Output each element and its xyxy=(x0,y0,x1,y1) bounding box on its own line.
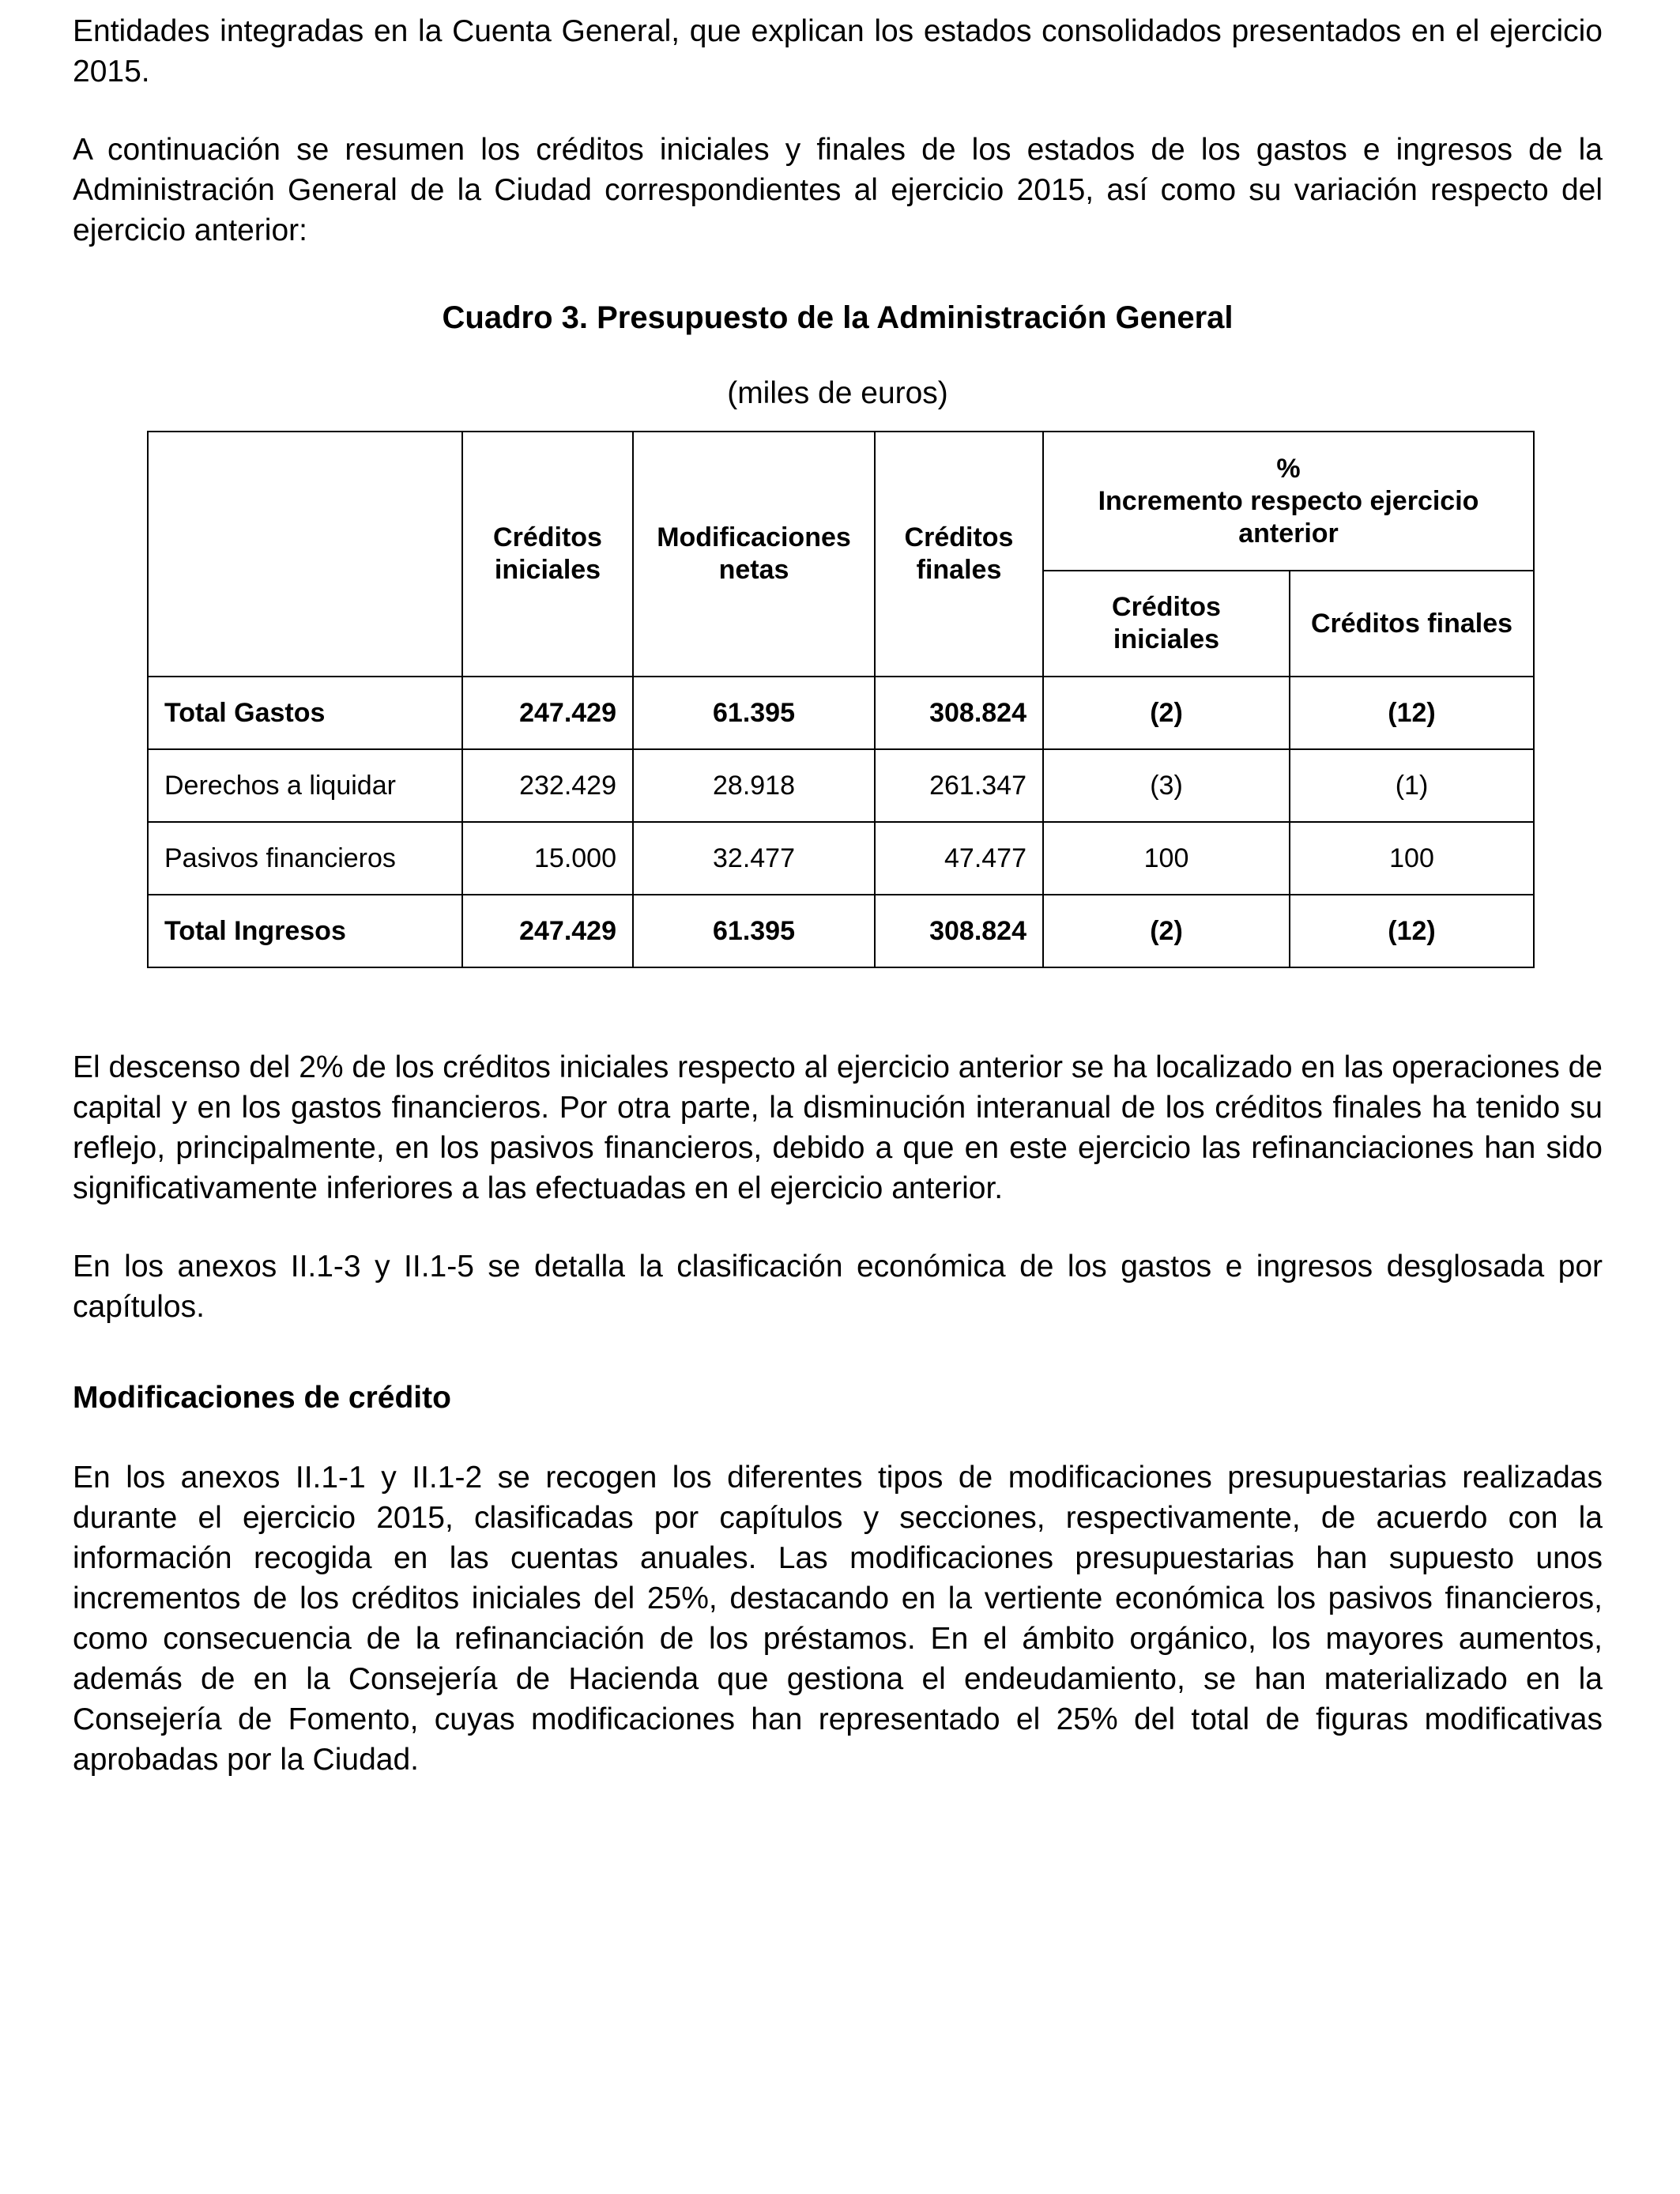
header-pct-label: Incremento respecto ejercicio anterior xyxy=(1098,485,1479,548)
row-label: Pasivos financieros xyxy=(148,822,462,895)
cell-modificaciones-netas: 32.477 xyxy=(633,822,875,895)
cell-creditos-iniciales: 247.429 xyxy=(462,895,633,967)
header-modificaciones-netas: Modificaciones netas xyxy=(633,432,875,677)
document-page xyxy=(73,11,1603,1780)
header-pct-incremento xyxy=(1043,432,1534,571)
paragraph-resumen-creditos: A continuación se resumen los créditos iniciales y finales de los estados de los gastos e ingresos de la Administración General de la Ciudad correspondientes al ejercicio 2015, así como su variación respecto del ejercicio anterior: xyxy=(73,133,1603,247)
cell-pct-finales: (12) xyxy=(1290,895,1534,967)
budget-table xyxy=(147,431,1535,968)
cell-modificaciones-netas: 28.918 xyxy=(633,749,875,822)
header-creditos-iniciales: Créditos iniciales xyxy=(462,432,633,677)
table-row xyxy=(148,677,1534,749)
cell-creditos-finales: 47.477 xyxy=(875,822,1043,895)
cell-pct-iniciales: (2) xyxy=(1043,677,1290,749)
cell-pct-finales: (1) xyxy=(1290,749,1534,822)
cell-creditos-finales: 308.824 xyxy=(875,895,1043,967)
table-title: Cuadro 3. Presupuesto de la Administración General xyxy=(442,300,1234,335)
row-label: Total Gastos xyxy=(148,677,462,749)
header-empty-cell xyxy=(148,432,462,677)
paragraph-anexos: En los anexos II.1-3 y II.1-5 se detalla la clasificación económica de los gastos e ingresos desglosada por capítulos. xyxy=(73,1250,1603,1324)
table-units: (miles de euros) xyxy=(727,376,948,410)
cell-pct-iniciales: 100 xyxy=(1043,822,1290,895)
row-label: Total Ingresos xyxy=(148,895,462,967)
cell-creditos-iniciales: 247.429 xyxy=(462,677,633,749)
cell-creditos-iniciales: 232.429 xyxy=(462,749,633,822)
table-row xyxy=(148,895,1534,967)
subheader-creditos-finales: Créditos finales xyxy=(1290,571,1534,677)
cell-pct-iniciales: (3) xyxy=(1043,749,1290,822)
cell-creditos-finales: 308.824 xyxy=(875,677,1043,749)
subheader-creditos-iniciales: Créditos iniciales xyxy=(1043,571,1290,677)
cell-modificaciones-netas: 61.395 xyxy=(633,895,875,967)
cell-modificaciones-netas: 61.395 xyxy=(633,677,875,749)
header-pct-symbol: % xyxy=(1276,453,1301,484)
section-heading: Modificaciones de crédito xyxy=(73,1381,451,1415)
row-label: Derechos a liquidar xyxy=(148,749,462,822)
cell-creditos-iniciales: 15.000 xyxy=(462,822,633,895)
paragraph-entidades: Entidades integradas en la Cuenta General, que explican los estados consolidados presentados en el ejercicio 2015. xyxy=(73,14,1603,89)
table-header-row xyxy=(148,432,1534,571)
header-creditos-finales: Créditos finales xyxy=(875,432,1043,677)
cell-pct-iniciales: (2) xyxy=(1043,895,1290,967)
table-row xyxy=(148,822,1534,895)
cell-pct-finales: 100 xyxy=(1290,822,1534,895)
cell-creditos-finales: 261.347 xyxy=(875,749,1043,822)
cell-pct-finales: (12) xyxy=(1290,677,1534,749)
table-row xyxy=(148,749,1534,822)
paragraph-modificaciones: En los anexos II.1-1 y II.1-2 se recogen los diferentes tipos de modificaciones presupuestarias realizadas durante el ejercicio 2015, clasificadas por capítulos y secciones, respectivamente, de acuerdo con la información recogida en las cuentas anuales. Las modificaciones presupuestarias han supuesto unos incrementos de los créditos iniciales del 25%, destacando en la vertiente económica los pasivos financieros, como consecuencia de la refinanciación de los préstamos. En el ámbito orgánico, los mayores aumentos, además de en la Consejería de Hacienda que gestiona el endeudamiento, se han materializado en la Consejería de Fomento, cuyas modificaciones han representado el 25% del total de figuras modificativas aprobadas por la Ciudad. xyxy=(73,1461,1603,1777)
paragraph-descenso: El descenso del 2% de los créditos iniciales respecto al ejercicio anterior se ha localizado en las operaciones de capital y en los gastos financieros. Por otra parte, la disminución interanual de los créditos finales ha tenido su reflejo, principalmente, en los pasivos financieros, debido a que en este ejercicio las refinanciaciones han sido significativamente inferiores a las efectuadas en el ejercicio anterior. xyxy=(73,1050,1603,1205)
